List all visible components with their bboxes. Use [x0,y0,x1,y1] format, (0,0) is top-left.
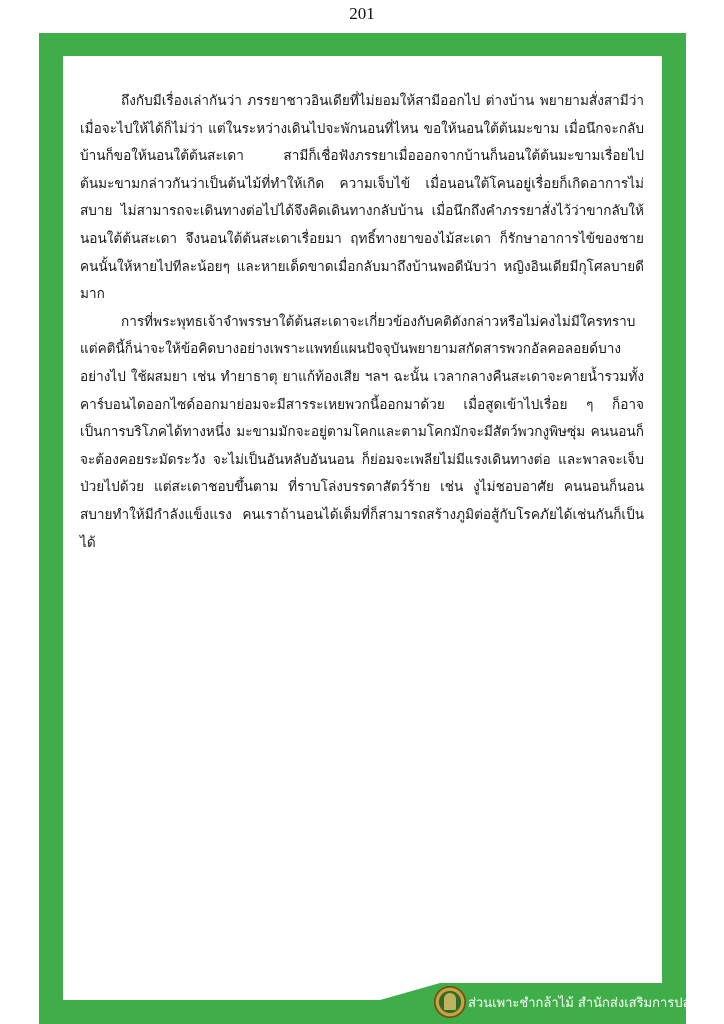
paragraph-2: การที่พระพุทธเจ้าจำพรรษาใต้ต้นสะเดาจะเกี่ยวข้องกับคติดังกล่าวหรือไม่คงไม่มีใครทราบแต่คตินี้ก็น่าจะให้ข้อคิดบางอย่างเพราะแพทย์แผนปัจจุบันพยายามสกัดสารพวกอัลคอลอยด์บางอย่างไป ใช้ผสมยา เช่น ทำยาธาตุ ยาแก้ท้องเสีย ฯลฯ ฉะนั้น เวลากลางคืนสะเดาจะคายน้ำรวมทั้งคาร์บอนไดออกไซด์ออกมาย่อมจะมีสารระเหยพวกนี้ออกมาด้วย เมื่อสูดเข้าไปเรื่อย ๆ ก็อาจเป็นการบริโภคได้ทางหนึ่ง มะขามมักจะอยู่ตามโคกและตามโคกมักจะมีสัตว์พวกงูพิษซุ่ม คนนอนก็จะต้องคอยระมัดระวัง จะไม่เป็นอันหลับอันนอน ก็ย่อมจะเพลียไม่มีแรงเดินทางต่อ และพาลจะเจ็บป่วยไปด้วย แต่สะเดาชอบขึ้นตาม ที่ราบโล่งบรรดาสัตว์ร้าย เช่น งูไม่ชอบอาศัย คนนอนก็นอนสบายทำให้มีกำลังแข็งแรง คนเราถ้านอนได้เต็มที่ก็สามารถสร้างภูมิต่อสู้กับโรคภัยได้เช่นกันก็เป็นได้ [80,313,644,551]
page-number: 201 [349,4,375,23]
document-body [80,88,644,557]
footer [434,985,714,1019]
emblem-logo-icon [434,986,466,1018]
paragraph-1: ถึงกับมีเรื่องเล่ากันว่า ภรรยาชาวอินเดียที่ไม่ยอมให้สามีออกไป ต่างบ้าน พยายามสั่งสามีว่า เมื่อจะไปให้ได้ก็ไม่ว่า แต่ในระหว่างเดินไปจะพักนอนที่ไหน ขอให้นอนใต้ต้นมะขาม เมื่อนึกจะกลับบ้านก็ขอให้นอนใต้ต้นสะเดา สามีก็เชื่อฟังภรรยาเมื่อออกจากบ้านก็นอนใต้ต้นมะขามเรื่อยไป ต้นมะขามกล่าวกันว่าเป็นต้นไม้ที่ทำให้เกิด ความเจ็บไข้ เมื่อนอนใต้โคนอยู่เรื่อยก็เกิดอาการไม่สบาย ไม่สามารถจะเดินทางต่อไปได้จึงคิดเดินทางกลับบ้าน เมื่อนึกถึงคำภรรยาสั่งไว้ว่าขากลับให้นอนใต้ต้นสะเดา จึงนอนใต้ต้นสะเดาเรื่อยมา ฤทธิ์ทางยาของไม้สะเดา ก็รักษาอาการไข้ของชายคนนั้นให้หายไปทีละน้อยๆ และหายเด็ดขาดเมื่อกลับมาถึงบ้านพอดีนับว่า หญิงอินเดียมีกุโศลบายดีมาก [80,93,644,303]
footer-organization-text: ส่วนเพาะชำกล้าไม้ สำนักส่งเสริมการปลูกป่า [468,995,714,1011]
